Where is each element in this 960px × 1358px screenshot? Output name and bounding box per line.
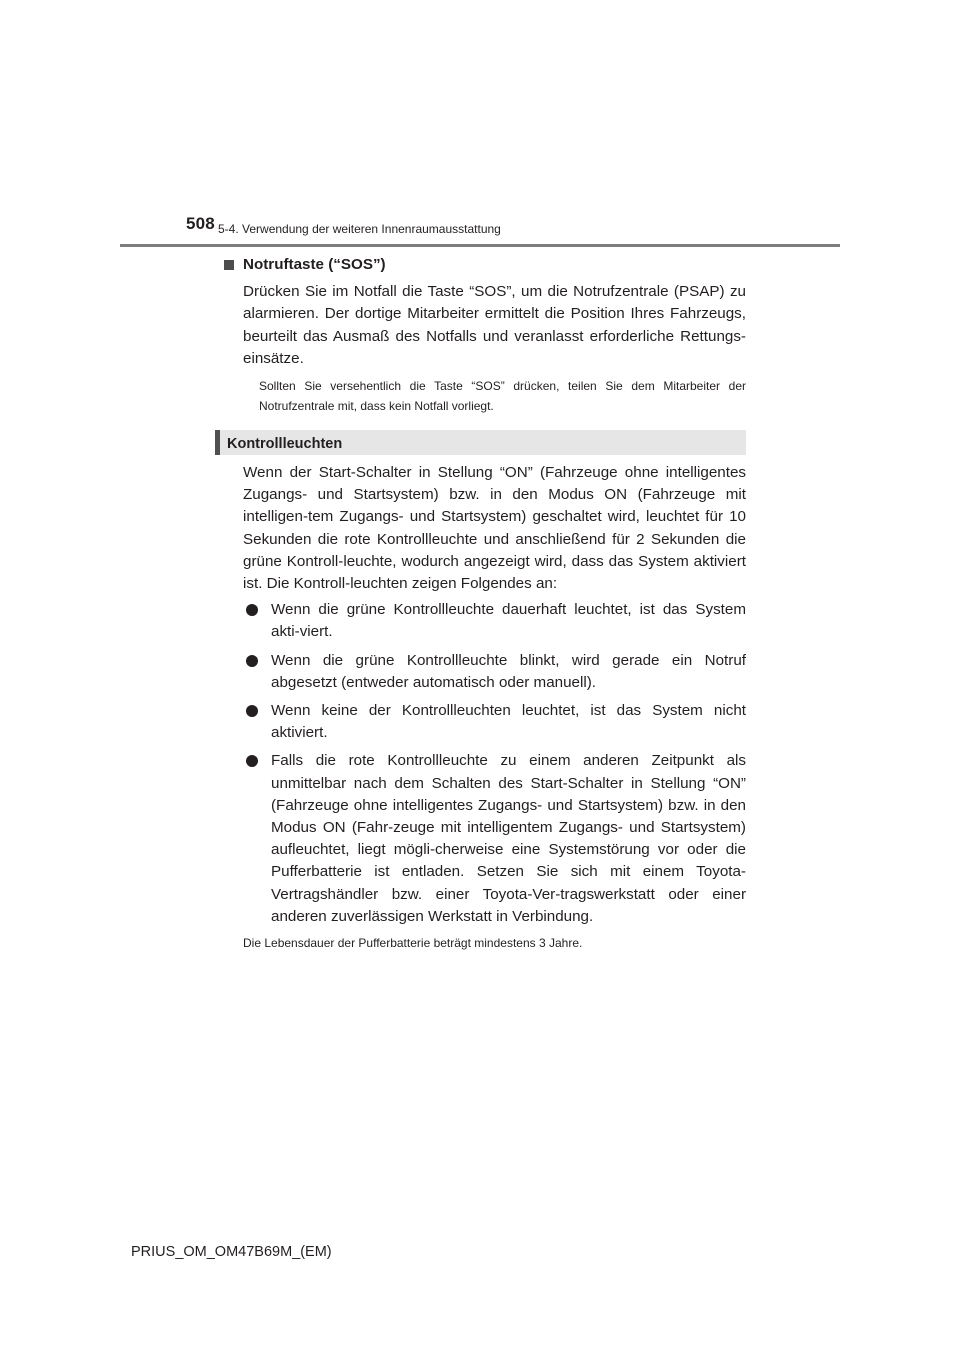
sos-note: Sollten Sie versehentlich die Taste “SOS” drücken, teilen Sie dem Mitarbeiter der Notrufzentrale mit, dass kein Notfall vorliegt. (259, 379, 746, 413)
sos-paragraph: Drücken Sie im Notfall die Taste “SOS”, um die Notrufzentrale (PSAP) zu alarmieren. Der dortige Mitarbeiter ermittelt die Position Ihres Fahrzeugs, beurteilt das Ausmaß des Notfalls und veranlasst erforderliche Rettungs-einsätze. (243, 283, 746, 367)
header-divider (120, 244, 840, 247)
list-item-text: Wenn keine der Kontrollleuchten leuchtet, ist das System nicht aktiviert. (271, 702, 746, 742)
footer-code: PRIUS_OM_OM47B69M_(EM) (131, 1244, 332, 1260)
bullet-dot-icon (246, 755, 258, 767)
sos-heading-text: Notruftaste (“SOS”) (243, 256, 386, 273)
page-number: 508 (186, 214, 215, 233)
list-item-text: Wenn die grüne Kontrollleuchte dauerhaft leuchtet, ist das System akti-viert. (271, 601, 746, 641)
battery-note: Die Lebensdauer der Pufferbatterie beträgt mindestens 3 Jahre. (243, 936, 583, 951)
indicators-intro: Wenn der Start-Schalter in Stellung “ON” (Fahrzeuge ohne intelligentes Zugangs- und Startsystem) bzw. in den Modus ON (Fahrzeuge mit intelligen-tem Zugangs- und Startsystem) geschaltet wird, leuchtet für 10 Sekunden die rote Kontrollleuchte und anschließend für 2 Sekunden die grüne Kontroll-leuchte, wodurch angezeigt wird, dass das System aktiviert ist. Die Kontroll-leuchten zeigen Folgendes an: (243, 464, 746, 593)
bullet-dot-icon (246, 705, 258, 717)
section-heading-text: Kontrollleuchten (227, 436, 343, 453)
bullet-dot-icon (246, 655, 258, 667)
section-heading-bar (215, 430, 746, 455)
list-item (243, 750, 746, 928)
square-bullet-icon (224, 260, 234, 270)
list-item-text: Falls die rote Kontrollleuchte zu einem anderen Zeitpunkt als unmittelbar nach dem Schalten des Start-Schalter in Stellung “ON” (Fahrzeuge ohne intelligentes Zugangs- und Startsystem) bzw. in den Modus ON (Fahr-zeuge mit intelligentem Zugangs- und Startsystem) aufleuchtet, liegt mögli-cherweise eine Systemstörung vor oder die Pufferbatterie ist entladen. Setzen Sie sich mit einem Toyota-Vertragshändler bzw. einer Toyota-Ver-tragswerkstatt oder einer anderen zuverlässigen Werkstatt in Verbindung. (271, 752, 746, 925)
bullet-dot-icon (246, 604, 258, 616)
running-head: 5-4. Verwendung der weiteren Innenraumausstattung (218, 222, 501, 236)
page-content (215, 254, 746, 968)
sos-heading (215, 254, 746, 276)
section-accent (215, 430, 220, 455)
list-item (243, 700, 746, 744)
list-item (243, 599, 746, 643)
list-item-text: Wenn die grüne Kontrollleuchte blinkt, wird gerade ein Notruf abgesetzt (entweder automatisch oder manuell). (271, 651, 746, 691)
list-item (243, 650, 746, 694)
